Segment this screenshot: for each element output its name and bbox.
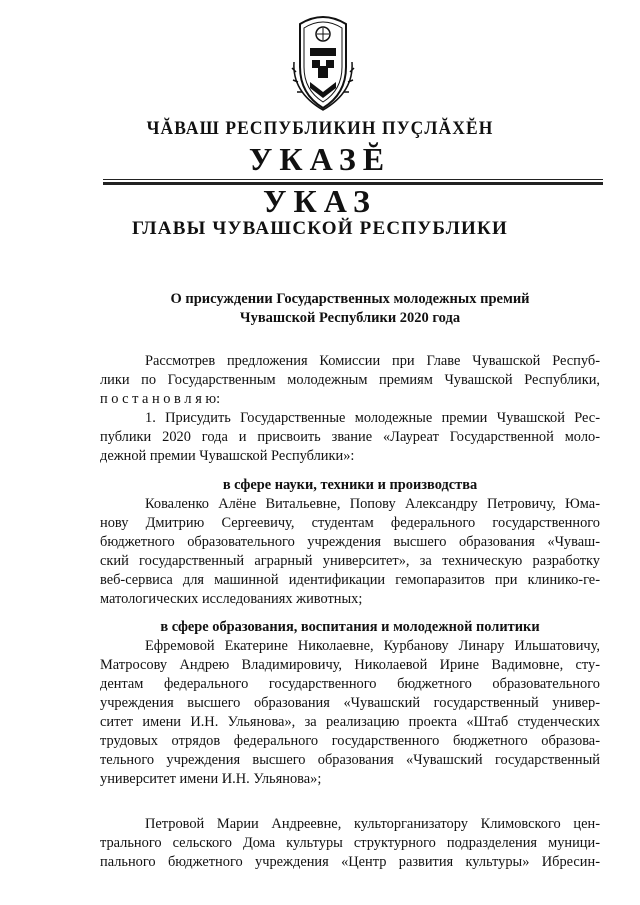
text-line: Матросову Андрею Владимировичу, Николаевой Ирине Вадимовне, сту- bbox=[100, 657, 600, 673]
text-line: тельного учреждения высшего образования «Чувашский государственный bbox=[100, 752, 600, 768]
section-heading: в сфере образования, воспитания и молодежной политики bbox=[160, 619, 540, 635]
title-line: О присуждении Государственных молодежных премий bbox=[170, 291, 530, 307]
chuvashia-emblem-icon bbox=[290, 12, 356, 112]
russian-header-line2: ГЛАВЫ ЧУВАШСКОЙ РЕСПУБЛИКИ bbox=[132, 218, 508, 239]
text-line: веб-сервиса для машинной идентификации гемопаразитов при клинико-ге- bbox=[100, 572, 600, 588]
text-line: Рассмотрев предложения Комиссии при Главе Чувашской Респуб- bbox=[145, 353, 600, 369]
text-line: ский государственный аграрный университет», за техническую разработку bbox=[100, 553, 600, 569]
text-line: Ефремовой Екатерине Николаевне, Курбанову Линару Ильшатовичу, bbox=[145, 638, 600, 654]
header-divider bbox=[103, 179, 603, 180]
text-line: учреждения высшего образования «Чувашский государственный универ- bbox=[100, 695, 600, 711]
text-line: 1. Присудить Государственные молодежные премии Чувашской Рес- bbox=[145, 410, 600, 426]
title-line: Чувашской Республики 2020 года bbox=[239, 310, 461, 326]
text-line: ситет имени И.Н. Ульянова», за реализацию проекта «Штаб студенческих bbox=[100, 714, 600, 730]
chuvash-header-line2: УКАЗĔ bbox=[248, 141, 392, 177]
text-line: трального сельского Дома культуры структурного подразделения муници- bbox=[100, 835, 600, 851]
chuvash-header-line1: ЧĂВАШ РЕСПУБЛИКИН ПУÇЛĂХĔН bbox=[146, 118, 494, 139]
section-heading: в сфере науки, техники и производства bbox=[222, 477, 478, 493]
text-line: дежной премии Чувашской Республики»: bbox=[100, 448, 355, 464]
russian-header-line1: УКАЗ bbox=[263, 183, 377, 219]
text-line: публики 2020 года и присвоить звание «Лауреат Государственной моло- bbox=[100, 429, 600, 445]
text-line: трудовых отрядов федерального государственного бюджетного образова- bbox=[100, 733, 600, 749]
document-title bbox=[100, 290, 600, 328]
text-line: матологических исследованиях животных; bbox=[100, 591, 363, 607]
text-line: дентам федерального государственного бюджетного образовательного bbox=[100, 676, 600, 692]
text-line: нову Дмитрию Сергеевичу, студентам федерального государственного bbox=[100, 515, 600, 531]
text-line: п о с т а н о в л я ю: bbox=[100, 391, 221, 407]
text-line: лики по Государственным молодежным премиям Чувашской Республики, bbox=[100, 372, 600, 388]
text-line: пального бюджетного учреждения «Центр развития культуры» Ибресин- bbox=[100, 854, 600, 870]
text-line: Коваленко Алёне Витальевне, Попову Александру Петровичу, Юма- bbox=[145, 496, 600, 512]
text-line: бюджетного образовательного учреждения высшего образования «Чуваш- bbox=[100, 534, 600, 550]
text-line: Петровой Марии Андреевне, культорганизатору Климовского цен- bbox=[145, 816, 600, 832]
text-line: университет имени И.Н. Ульянова»; bbox=[100, 771, 322, 787]
